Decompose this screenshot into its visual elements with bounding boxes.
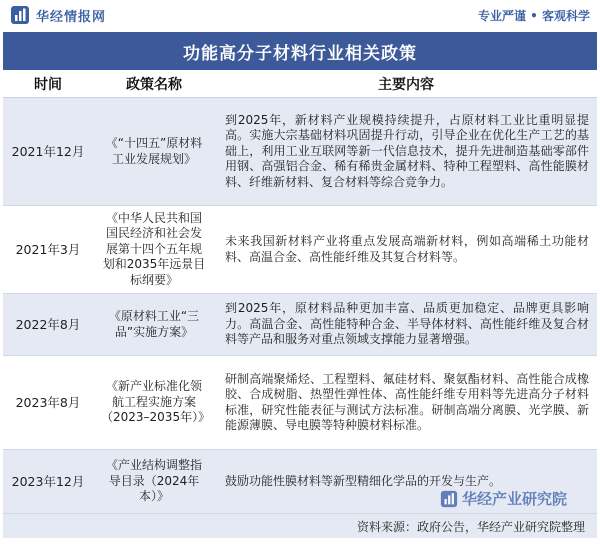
row-time: 2023年8月: [3, 356, 93, 450]
row-time: 2021年12月: [3, 98, 93, 206]
row-policy-name: 《原材料工业“三品”实施方案》: [93, 294, 215, 356]
row-time: 2022年8月: [3, 294, 93, 356]
brand-logo-icon: [10, 5, 30, 25]
source-text: 资料来源：政府公告，华经产业研究院整理: [356, 519, 585, 534]
watermark-text: 华经产业研究院: [462, 490, 568, 508]
table-row: [3, 206, 597, 294]
slogan: 专业严谨 • 客观科学: [477, 8, 590, 23]
table-row: [3, 98, 597, 206]
row-policy-name: 《产业结构调整指导目录（2024年本）》: [93, 450, 215, 514]
watermark: [440, 488, 567, 509]
row-time: 2021年3月: [3, 206, 93, 294]
row-content: 鼓励功能性膜材料等新型精细化学品的开发与生产。: [215, 450, 597, 514]
column-header-policy-name: 政策名称: [93, 70, 215, 98]
row-content: 到2025年，新材料产业规模持续提升，占原材料工业比重明显提高。实施大宗基础材料巩固提升行动，引导企业在优化生产工艺的基础上，利用工业互联网等新一代信息技术，提升先进制造基础零部件用钢、高强铝合金、稀有稀贵金属材料、特种工程塑料、高性能膜材料、纤维新材料、复合材料等综合竞争力。: [215, 98, 597, 206]
policy-table: [3, 70, 597, 514]
row-content: 研制高端聚烯烃、工程塑料、氟硅材料、聚氨酯材料、高性能合成橡胶、合成树脂、热塑性弹性体、高性能纤维专用料等先进高分子材料标准，研究性能表征与测试方法标准。研制高端分离膜、光学膜、新能源薄膜、导电膜等特种膜材料标准。: [215, 356, 597, 450]
row-time: 2023年12月: [3, 450, 93, 514]
row-policy-name: 《“十四五”原材料工业发展规划》: [93, 98, 215, 206]
column-header-time: 时间: [3, 70, 93, 98]
table-header-row: [3, 70, 597, 98]
table-row: [3, 356, 597, 450]
watermark-logo-icon: [440, 490, 458, 508]
row-policy-name: 《中华人民共和国国民经济和社会发展第十四个五年规划和2035年远景目标纲要》: [93, 206, 215, 294]
top-bar: [0, 0, 600, 30]
brand-name: 华经情报网: [36, 9, 107, 25]
brand: [10, 5, 106, 25]
table-row: [3, 294, 597, 356]
row-content: 到2025年，原材料品种更加丰富、品质更加稳定、品牌更具影响力。高温合金、高性能特种合金、半导体材料、高性能纤维及复合材料等产品和服务对重点领域支撑能力显著增强。: [215, 294, 597, 356]
row-content: 未来我国新材料产业将重点发展高端新材料，例如高端稀土功能材料、高温合金、高性能纤维及其复合材料等。: [215, 206, 597, 294]
row-policy-name: 《新产业标准化领航工程实施方案（2023–2035年）》: [93, 356, 215, 450]
page-title: 功能高分子材料行业相关政策: [3, 32, 597, 70]
source-footer: [3, 514, 597, 538]
column-header-content: 主要内容: [215, 70, 597, 98]
